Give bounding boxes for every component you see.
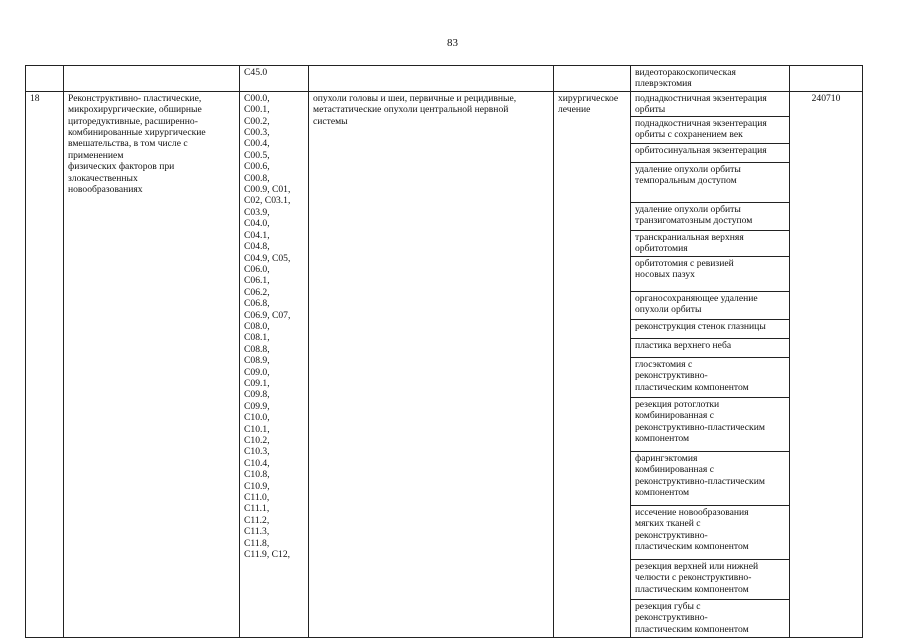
- method-item: глосэктомия с реконструктивно- пластическим компонентом: [631, 358, 789, 398]
- cell-num: [26, 66, 64, 92]
- methods-list: [631, 92, 789, 637]
- table-row-18: [26, 91, 863, 637]
- method-item: резекция губы с реконструктивно- пластическим компонентом: [635, 600, 749, 635]
- cell-num: 18: [26, 91, 64, 637]
- cell-diagnosis: опухоли головы и шеи, первичные и рецидивные, метастатические опухоли центральной нервной системы: [309, 91, 554, 637]
- method-item: пластика верхнего неба: [631, 339, 789, 358]
- cell-cost: [790, 66, 863, 92]
- method-item: орбитотомия с ревизией носовых пазух: [631, 257, 789, 292]
- table-row-continuation: [26, 66, 863, 92]
- method-item: резекция верхней или нижней челюсти с реконструктивно- пластическим компонентом: [631, 560, 789, 600]
- cell-name: [64, 66, 240, 92]
- cell-codes: C00.0, C00.1, C00.2, C00.3, C00.4, C00.5, C00.6, C00.8, C00.9, C01, C02, C03.1, C03.9, C04.0, C04.1, C04.8, C04.9, C05, C06.0, C06.1, C06.2, C06.8, C06.9, C07, C08.0, C08.1, C08.8, C08.9, C09.0, C09.1, C09.8, C09.9, C10.0, C10.1, C10.2, C10.3, C10.4, C10.8, C10.9, C11.0, C11.1, C11.2, C11.3, C11.8, C11.9, C12,: [240, 91, 309, 637]
- cell-method: видеоторакоскопическая плеврэктомия: [631, 66, 790, 92]
- method-item: органосохраняющее удаление опухоли орбиты: [631, 292, 789, 320]
- method-item: орбитосинуальная экзентерация: [631, 144, 789, 163]
- method-item: транскраниальная верхняя орбитотомия: [631, 231, 789, 257]
- cell-codes: C45.0: [240, 66, 309, 92]
- page-number: 83: [447, 37, 458, 49]
- method-item: иссечение новообразования мягких тканей с реконструктивно- пластическим компонентом: [631, 506, 789, 560]
- cell-cost: 240710: [790, 91, 863, 637]
- method-item: удаление опухоли орбиты транзигоматозным доступом: [631, 203, 789, 231]
- cell-treatment: хирургическое лечение: [554, 91, 631, 637]
- cell-methods: [631, 91, 790, 637]
- method-item: поднадкостничная экзентерация орбиты: [631, 92, 789, 117]
- method-item: удаление опухоли орбиты темпоральным доступом: [631, 163, 789, 203]
- cell-diagnosis: [309, 66, 554, 92]
- cell-treatment: [554, 66, 631, 92]
- cell-name: Реконструктивно- пластические, микрохирургические, обширные циторедуктивные, расширенно- комбинированные хирургические вмешательства, в том числе с применением физических факторов при злокачественных новообразованиях: [64, 91, 240, 637]
- method-item: поднадкостничная экзентерация орбиты с сохранением век: [631, 117, 789, 144]
- method-item: резекция ротоглотки комбинированная с реконструктивно-пластическим компонентом: [631, 398, 789, 452]
- procedures-table: [25, 65, 863, 638]
- method-item: реконструкция стенок глазницы: [631, 320, 789, 339]
- method-item: фарингэктомия комбинированная с реконструктивно-пластическим компонентом: [631, 452, 789, 506]
